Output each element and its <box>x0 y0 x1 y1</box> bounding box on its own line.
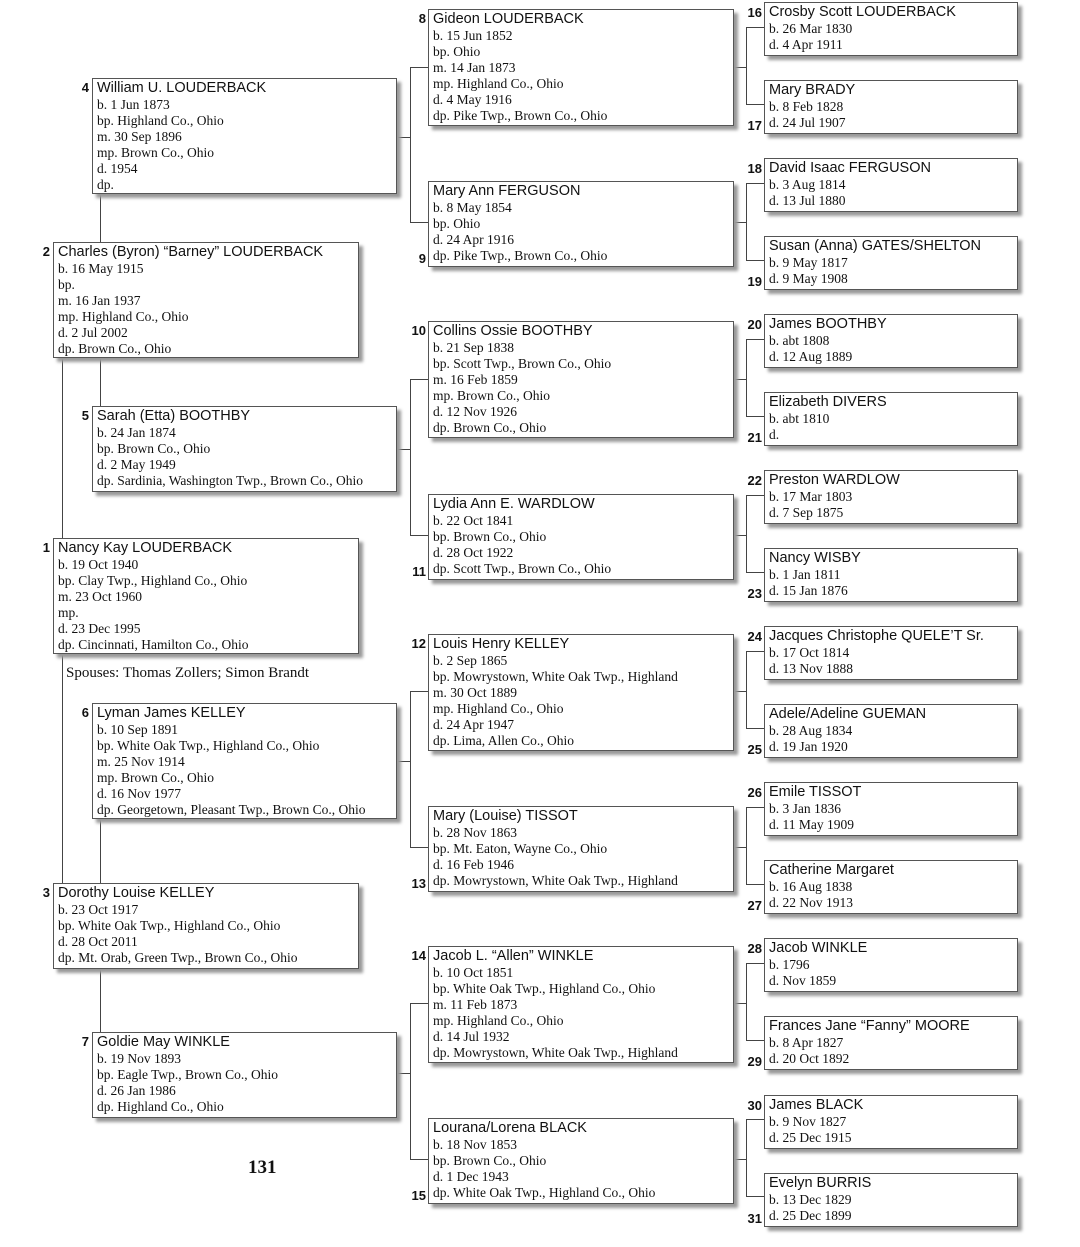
person-fact: m. 23 Oct 1960 <box>58 589 142 604</box>
connector <box>733 67 747 68</box>
person-fact: b. abt 1810 <box>769 411 830 426</box>
person-fact: b. 2 Sep 1865 <box>433 653 508 668</box>
person-fact: d. 25 Dec 1915 <box>769 1130 852 1145</box>
person-number: 30 <box>747 1098 762 1113</box>
connector <box>62 653 63 883</box>
person-number: 14 <box>411 948 426 963</box>
person-fact: dp. Mowrystown, White Oak Twp., Highland <box>433 1045 678 1060</box>
connector <box>100 356 101 406</box>
person-fact: bp. Brown Co., Ohio <box>97 441 211 456</box>
connector <box>397 1073 411 1074</box>
person-fact: b. 17 Oct 1814 <box>769 645 850 660</box>
person-card[interactable] <box>53 538 359 654</box>
person-name: David Isaac FERGUSON <box>769 160 931 176</box>
person-fact: b. 26 Mar 1830 <box>769 21 853 36</box>
person-name: Lourana/Lorena BLACK <box>433 1120 587 1136</box>
person-fact: mp. Highland Co., Ohio <box>433 701 564 716</box>
connector <box>410 379 411 536</box>
person-card[interactable] <box>53 242 359 358</box>
person-fact: mp. Highland Co., Ohio <box>433 76 564 91</box>
person-fact: d. 4 May 1916 <box>433 92 512 107</box>
person-fact: mp. Highland Co., Ohio <box>433 1013 564 1028</box>
person-card[interactable] <box>764 860 1018 914</box>
person-card[interactable] <box>764 2 1018 56</box>
person-fact: d. 12 Nov 1926 <box>433 404 517 419</box>
person-card[interactable] <box>428 181 734 267</box>
person-fact: m. 30 Oct 1889 <box>433 685 517 700</box>
person-name: Jacob L. “Allen” WINKLE <box>433 948 594 964</box>
person-number: 2 <box>42 244 50 259</box>
person-number: 8 <box>418 11 426 26</box>
person-fact: bp. Mowrystown, White Oak Twp., Highland <box>433 669 678 684</box>
connector <box>746 416 764 417</box>
person-name: Mary BRADY <box>769 82 856 98</box>
person-card[interactable] <box>764 314 1018 368</box>
spouses-note: Spouses: Thomas Zollers; Simon Brandt <box>66 665 310 681</box>
person-fact: d. 24 Apr 1947 <box>433 717 514 732</box>
connector <box>746 807 764 808</box>
person-number: 22 <box>747 473 762 488</box>
person-name: Elizabeth DIVERS <box>769 394 887 410</box>
person-card[interactable] <box>92 703 397 819</box>
person-number: 29 <box>747 1054 762 1069</box>
person-card[interactable] <box>53 883 359 969</box>
person-fact: dp. Cincinnati, Hamilton Co., Ohio <box>58 637 249 652</box>
connector <box>62 356 63 539</box>
person-name: Lydia Ann E. WARDLOW <box>433 496 595 512</box>
connector <box>397 761 411 762</box>
connector <box>100 193 101 242</box>
connector <box>733 691 747 692</box>
person-fact: m. 11 Feb 1873 <box>433 997 518 1012</box>
person-fact: b. 9 Nov 1827 <box>769 1114 847 1129</box>
connector <box>397 137 411 138</box>
person-fact: m. 14 Jan 1873 <box>433 60 516 75</box>
person-number: 31 <box>747 1211 762 1226</box>
person-card[interactable] <box>764 1016 1018 1070</box>
person-number: 16 <box>747 5 762 20</box>
person-card[interactable] <box>764 1095 1018 1149</box>
person-fact: d. 28 Oct 1922 <box>433 545 514 560</box>
person-number: 20 <box>747 317 762 332</box>
person-fact: d. 13 Jul 1880 <box>769 193 846 208</box>
person-fact: b. 16 Aug 1838 <box>769 879 853 894</box>
connector <box>746 183 747 261</box>
connector <box>746 1119 747 1197</box>
person-fact: bp. Ohio <box>433 216 481 231</box>
person-card[interactable] <box>92 78 397 194</box>
person-name: Emile TISSOT <box>769 784 862 800</box>
person-fact: d. 14 Jul 1932 <box>433 1029 510 1044</box>
connector <box>733 847 747 848</box>
person-card[interactable] <box>428 806 734 892</box>
person-card[interactable] <box>764 938 1018 992</box>
connector <box>746 104 764 105</box>
person-fact: b. 19 Oct 1940 <box>58 557 139 572</box>
person-fact: b. 16 May 1915 <box>58 261 144 276</box>
person-fact: b. 22 Oct 1841 <box>433 513 514 528</box>
person-number: 9 <box>418 251 426 266</box>
person-fact: bp. White Oak Twp., Highland Co., Ohio <box>97 738 320 753</box>
person-name: Gideon LOUDERBACK <box>433 11 584 27</box>
person-card[interactable] <box>764 236 1018 290</box>
person-fact: d. 1 Dec 1943 <box>433 1169 509 1184</box>
connector <box>410 1159 428 1160</box>
person-fact: m. 25 Nov 1914 <box>97 754 185 769</box>
person-card[interactable] <box>764 782 1018 836</box>
person-fact: bp. Scott Twp., Brown Co., Ohio <box>433 356 612 371</box>
person-name: William U. LOUDERBACK <box>97 80 267 96</box>
person-fact: b. 8 Feb 1828 <box>769 99 844 114</box>
connector <box>100 818 101 883</box>
person-name: Charles (Byron) “Barney” LOUDERBACK <box>58 244 324 260</box>
connector <box>733 1003 747 1004</box>
person-fact: b. 19 Nov 1893 <box>97 1051 181 1066</box>
person-number: 17 <box>747 118 762 133</box>
person-fact: b. 28 Aug 1834 <box>769 723 853 738</box>
connector <box>746 183 764 184</box>
person-fact: b. abt 1808 <box>769 333 830 348</box>
person-fact: d. <box>769 427 780 442</box>
connector <box>733 535 747 536</box>
person-name: Susan (Anna) GATES/SHELTON <box>769 238 981 254</box>
person-fact: dp. Brown Co., Ohio <box>58 341 172 356</box>
person-fact: b. 1796 <box>769 957 810 972</box>
person-number: 19 <box>747 274 762 289</box>
person-fact: dp. Brown Co., Ohio <box>433 420 547 435</box>
person-fact: d. 26 Jan 1986 <box>97 1083 176 1098</box>
connector <box>746 1196 764 1197</box>
connector <box>733 1159 747 1160</box>
person-number: 15 <box>411 1188 426 1203</box>
person-fact: mp. <box>58 605 79 620</box>
person-fact: b. 10 Sep 1891 <box>97 722 178 737</box>
person-fact: b. 17 Mar 1803 <box>769 489 853 504</box>
person-fact: b. 1 Jan 1811 <box>769 567 841 582</box>
connector <box>746 495 747 573</box>
person-card[interactable] <box>428 946 734 1063</box>
person-name: Mary Ann FERGUSON <box>433 183 581 199</box>
person-number: 3 <box>42 885 50 900</box>
person-number: 26 <box>747 785 762 800</box>
person-fact: bp. Brown Co., Ohio <box>433 1153 547 1168</box>
connector <box>410 67 428 68</box>
person-number: 13 <box>411 876 426 891</box>
person-fact: dp. White Oak Twp., Highland Co., Ohio <box>433 1185 656 1200</box>
person-fact: bp. White Oak Twp., Highland Co., Ohio <box>58 918 281 933</box>
person-name: Catherine Margaret <box>769 862 894 878</box>
person-number: 23 <box>747 586 762 601</box>
person-fact: d. 11 May 1909 <box>769 817 854 832</box>
connector <box>746 651 764 652</box>
person-fact: bp. Brown Co., Ohio <box>433 529 547 544</box>
person-fact: d. 2 Jul 2002 <box>58 325 128 340</box>
person-fact: b. 24 Jan 1874 <box>97 425 176 440</box>
person-name: Dorothy Louise KELLEY <box>58 885 215 901</box>
connector <box>733 222 747 223</box>
person-number: 10 <box>411 323 426 338</box>
page-number: 131 <box>248 1157 277 1178</box>
person-name: James BLACK <box>769 1097 864 1113</box>
connector <box>746 27 764 28</box>
person-card[interactable] <box>428 494 734 580</box>
person-number: 21 <box>747 430 762 445</box>
person-fact: b. 23 Oct 1917 <box>58 902 139 917</box>
person-fact: d. 24 Jul 1907 <box>769 115 846 130</box>
connector <box>746 1040 764 1041</box>
person-fact: d. Nov 1859 <box>769 973 837 988</box>
person-number: 28 <box>747 941 762 956</box>
connector <box>746 963 747 1041</box>
person-fact: b. 18 Nov 1853 <box>433 1137 517 1152</box>
person-name: Jacob WINKLE <box>769 940 868 956</box>
connector <box>746 27 747 105</box>
person-name: Adele/Adeline GUEMAN <box>769 706 927 722</box>
person-card[interactable] <box>92 406 397 492</box>
person-fact: dp. Georgetown, Pleasant Twp., Brown Co., Ohio <box>97 802 366 817</box>
person-name: Frances Jane “Fanny” MOORE <box>769 1018 970 1034</box>
person-fact: dp. Sardinia, Washington Twp., Brown Co., Ohio <box>97 473 363 488</box>
person-fact: d. 19 Jan 1920 <box>769 739 848 754</box>
person-fact: b. 3 Aug 1814 <box>769 177 846 192</box>
person-fact: mp. Brown Co., Ohio <box>97 770 215 785</box>
person-card[interactable] <box>764 470 1018 524</box>
connector <box>746 572 764 573</box>
person-fact: d. 12 Aug 1889 <box>769 349 853 364</box>
person-fact: m. 16 Jan 1937 <box>58 293 141 308</box>
connector <box>410 222 428 223</box>
person-fact: d. 24 Apr 1916 <box>433 232 514 247</box>
person-card[interactable] <box>428 634 734 751</box>
connector <box>746 260 764 261</box>
connector <box>410 535 428 536</box>
connector <box>100 967 101 1033</box>
person-name: Preston WARDLOW <box>769 472 900 488</box>
person-fact: d. 9 May 1908 <box>769 271 848 286</box>
person-name: Collins Ossie BOOTHBY <box>433 323 593 339</box>
person-name: Crosby Scott LOUDERBACK <box>769 4 956 20</box>
connector <box>746 651 747 729</box>
connector <box>746 339 747 417</box>
person-fact: d. 20 Oct 1892 <box>769 1051 850 1066</box>
person-fact: m. 30 Sep 1896 <box>97 129 182 144</box>
connector <box>733 379 747 380</box>
person-fact: m. 16 Feb 1859 <box>433 372 518 387</box>
person-fact: dp. Lima, Allen Co., Ohio <box>433 733 574 748</box>
person-number: 12 <box>411 636 426 651</box>
person-fact: bp. Ohio <box>433 44 481 59</box>
person-fact: d. 1954 <box>97 161 138 176</box>
person-fact: bp. Highland Co., Ohio <box>97 113 224 128</box>
person-fact: bp. Clay Twp., Highland Co., Ohio <box>58 573 248 588</box>
person-number: 18 <box>747 161 762 176</box>
person-fact: d. 4 Apr 1911 <box>769 37 843 52</box>
person-name: Louis Henry KELLEY <box>433 636 570 652</box>
person-fact: bp. Mt. Eaton, Wayne Co., Ohio <box>433 841 608 856</box>
person-fact: b. 13 Dec 1829 <box>769 1192 852 1207</box>
person-name: Nancy WISBY <box>769 550 861 566</box>
person-name: Sarah (Etta) BOOTHBY <box>97 408 251 424</box>
person-fact: dp. <box>97 177 114 192</box>
person-fact: dp. Scott Twp., Brown Co., Ohio <box>433 561 612 576</box>
person-fact: mp. Highland Co., Ohio <box>58 309 189 324</box>
person-fact: d. 2 May 1949 <box>97 457 176 472</box>
person-name: Goldie May WINKLE <box>97 1034 230 1050</box>
connector <box>410 1003 411 1160</box>
person-number: 27 <box>747 898 762 913</box>
person-fact: d. 22 Nov 1913 <box>769 895 853 910</box>
person-number: 6 <box>81 705 89 720</box>
connector <box>410 847 428 848</box>
connector <box>397 449 411 450</box>
connector <box>746 963 764 964</box>
connector <box>746 884 764 885</box>
person-name: Mary (Louise) TISSOT <box>433 808 578 824</box>
person-fact: b. 8 May 1854 <box>433 200 512 215</box>
person-fact: d. 7 Sep 1875 <box>769 505 844 520</box>
person-fact: dp. Pike Twp., Brown Co., Ohio <box>433 108 608 123</box>
person-number: 7 <box>81 1034 89 1049</box>
person-card[interactable] <box>764 158 1018 212</box>
person-fact: b. 1 Jun 1873 <box>97 97 170 112</box>
person-fact: dp. Mowrystown, White Oak Twp., Highland <box>433 873 678 888</box>
connector <box>410 691 428 692</box>
connector <box>746 728 764 729</box>
connector <box>410 379 428 380</box>
person-fact: d. 16 Feb 1946 <box>433 857 514 872</box>
person-card[interactable] <box>764 80 1018 134</box>
person-fact: mp. Brown Co., Ohio <box>433 388 551 403</box>
person-card[interactable] <box>764 1173 1018 1227</box>
person-fact: dp. Mt. Orab, Green Twp., Brown Co., Ohio <box>58 950 298 965</box>
person-card[interactable] <box>428 1118 734 1204</box>
connector <box>410 691 411 848</box>
person-number: 5 <box>81 408 89 423</box>
person-fact: d. 15 Jan 1876 <box>769 583 848 598</box>
person-name: Jacques Christophe QUELE’T Sr. <box>769 628 984 644</box>
person-fact: b. 21 Sep 1838 <box>433 340 514 355</box>
person-fact: bp. <box>58 277 75 292</box>
connector <box>746 495 764 496</box>
person-card[interactable] <box>428 321 734 438</box>
connector <box>746 1119 764 1120</box>
person-fact: bp. Eagle Twp., Brown Co., Ohio <box>97 1067 279 1082</box>
person-fact: b. 10 Oct 1851 <box>433 965 514 980</box>
connector <box>746 807 747 885</box>
connector <box>410 67 411 223</box>
person-fact: d. 25 Dec 1899 <box>769 1208 852 1223</box>
person-name: Evelyn BURRIS <box>769 1175 872 1191</box>
person-fact: b. 15 Jun 1852 <box>433 28 513 43</box>
person-number: 11 <box>412 564 426 579</box>
person-fact: d. 23 Dec 1995 <box>58 621 141 636</box>
person-card[interactable] <box>764 392 1018 446</box>
person-fact: b. 9 May 1817 <box>769 255 848 270</box>
person-fact: b. 3 Jan 1836 <box>769 801 841 816</box>
person-card[interactable] <box>764 548 1018 602</box>
person-card[interactable] <box>428 9 734 126</box>
connector <box>746 339 764 340</box>
person-fact: bp. White Oak Twp., Highland Co., Ohio <box>433 981 656 996</box>
person-number: 1 <box>42 540 50 555</box>
person-fact: dp. Highland Co., Ohio <box>97 1099 224 1114</box>
person-card[interactable] <box>92 1032 397 1118</box>
person-fact: d. 16 Nov 1977 <box>97 786 181 801</box>
person-fact: dp. Pike Twp., Brown Co., Ohio <box>433 248 608 263</box>
person-number: 24 <box>747 629 762 644</box>
person-name: Nancy Kay LOUDERBACK <box>58 540 233 556</box>
person-card[interactable] <box>764 626 1018 680</box>
person-name: Lyman James KELLEY <box>97 705 246 721</box>
person-fact: b. 28 Nov 1863 <box>433 825 517 840</box>
person-fact: d. 28 Oct 2011 <box>58 934 138 949</box>
person-fact: b. 8 Apr 1827 <box>769 1035 844 1050</box>
person-name: James BOOTHBY <box>769 316 887 332</box>
person-card[interactable] <box>764 704 1018 758</box>
person-fact: d. 13 Nov 1888 <box>769 661 853 676</box>
person-number: 4 <box>81 80 89 95</box>
person-fact: mp. Brown Co., Ohio <box>97 145 215 160</box>
connector <box>410 1003 428 1004</box>
person-number: 25 <box>747 742 762 757</box>
